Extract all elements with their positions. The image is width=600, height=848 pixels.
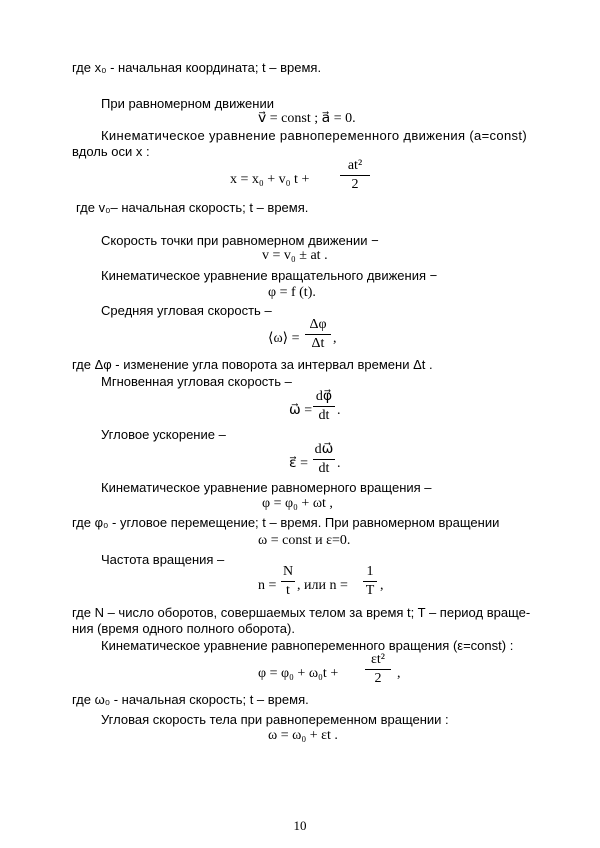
formula: . <box>337 403 341 418</box>
text-line: Частота вращения – <box>101 552 225 567</box>
text-line: где N – число оборотов, совершаемых телом за время t; T – период враще- <box>72 605 531 620</box>
text-line: Кинематическое уравнение вращательного движения − <box>101 268 438 283</box>
denominator: T <box>365 583 375 598</box>
denominator: 2 <box>374 671 382 686</box>
fraction <box>363 564 377 599</box>
formula: φ = f (t). <box>268 285 316 300</box>
formula: , <box>333 331 337 346</box>
fraction <box>365 652 391 687</box>
formula: ω⃗ = <box>289 403 313 418</box>
denominator: dt <box>318 461 330 476</box>
denominator: t <box>286 583 290 598</box>
formula: v⃗ = const ; a⃗ = 0. <box>258 111 356 126</box>
formula: . <box>337 456 341 471</box>
fraction <box>313 389 335 424</box>
numerator: dφ⃗ <box>315 389 333 404</box>
fraction <box>340 158 370 193</box>
formula: ⟨ω⟩ = <box>268 331 300 346</box>
formula: x = x₀ + v₀ t + <box>230 172 310 187</box>
formula: n = <box>258 578 277 593</box>
fraction <box>313 442 335 477</box>
text-line: Скорость точки при равномерном движении − <box>101 233 379 248</box>
text-line: где v₀– начальная скорость; t – время. <box>76 200 309 215</box>
denominator: Δt <box>311 336 325 351</box>
numerator: Δφ <box>309 317 327 332</box>
text-line: Кинематическое уравнение равнопеременного движения (a=const) <box>101 128 528 143</box>
numerator: N <box>282 564 294 579</box>
text-line: Кинематическое уравнение равнопеременного вращения (ε=const) : <box>101 638 514 653</box>
text-line: где ω₀ - начальная скорость; t – время. <box>72 692 309 707</box>
formula: , или n = <box>297 578 348 593</box>
formula: φ = φ₀ + ωt , <box>262 496 333 511</box>
text-line: где Δφ - изменение угла поворота за интервал времени Δt . <box>72 357 433 372</box>
formula: v = v₀ ± at . <box>262 248 328 263</box>
text-line: вдоль оси x : <box>72 144 150 159</box>
formula: φ = φ₀ + ω₀t + <box>258 666 339 681</box>
numerator: 1 <box>366 564 374 579</box>
denominator: 2 <box>351 177 359 192</box>
page-number: 10 <box>293 818 307 833</box>
text-line: ния (время одного полного оборота). <box>72 621 295 636</box>
formula: , <box>397 666 401 681</box>
formula: ε⃗ = <box>289 456 308 471</box>
numerator: at² <box>347 158 363 173</box>
text-line: Мгновенная угловая скорость – <box>101 374 292 389</box>
formula: ω = const и ε=0. <box>258 533 351 548</box>
text-line: При равномерном движении <box>101 96 274 111</box>
text-line: Средняя угловая скорость – <box>101 303 272 318</box>
denominator: dt <box>318 408 330 423</box>
fraction <box>281 564 295 599</box>
text-line: где x₀ - начальная координата; t – время. <box>72 60 322 75</box>
formula: ω = ω₀ + εt . <box>268 728 338 743</box>
text-line: Угловая скорость тела при равнопеременном вращении : <box>101 712 449 727</box>
text-line: Угловое ускорение – <box>101 427 226 442</box>
fraction <box>305 317 331 352</box>
numerator: dω⃗ <box>314 442 334 457</box>
text-line: где φ₀ - угловое перемещение; t – время. При равномерном вращении <box>72 515 500 530</box>
text-line: Кинематическое уравнение равномерного вращения – <box>101 480 432 495</box>
formula: , <box>380 578 384 593</box>
numerator: εt² <box>371 652 385 667</box>
